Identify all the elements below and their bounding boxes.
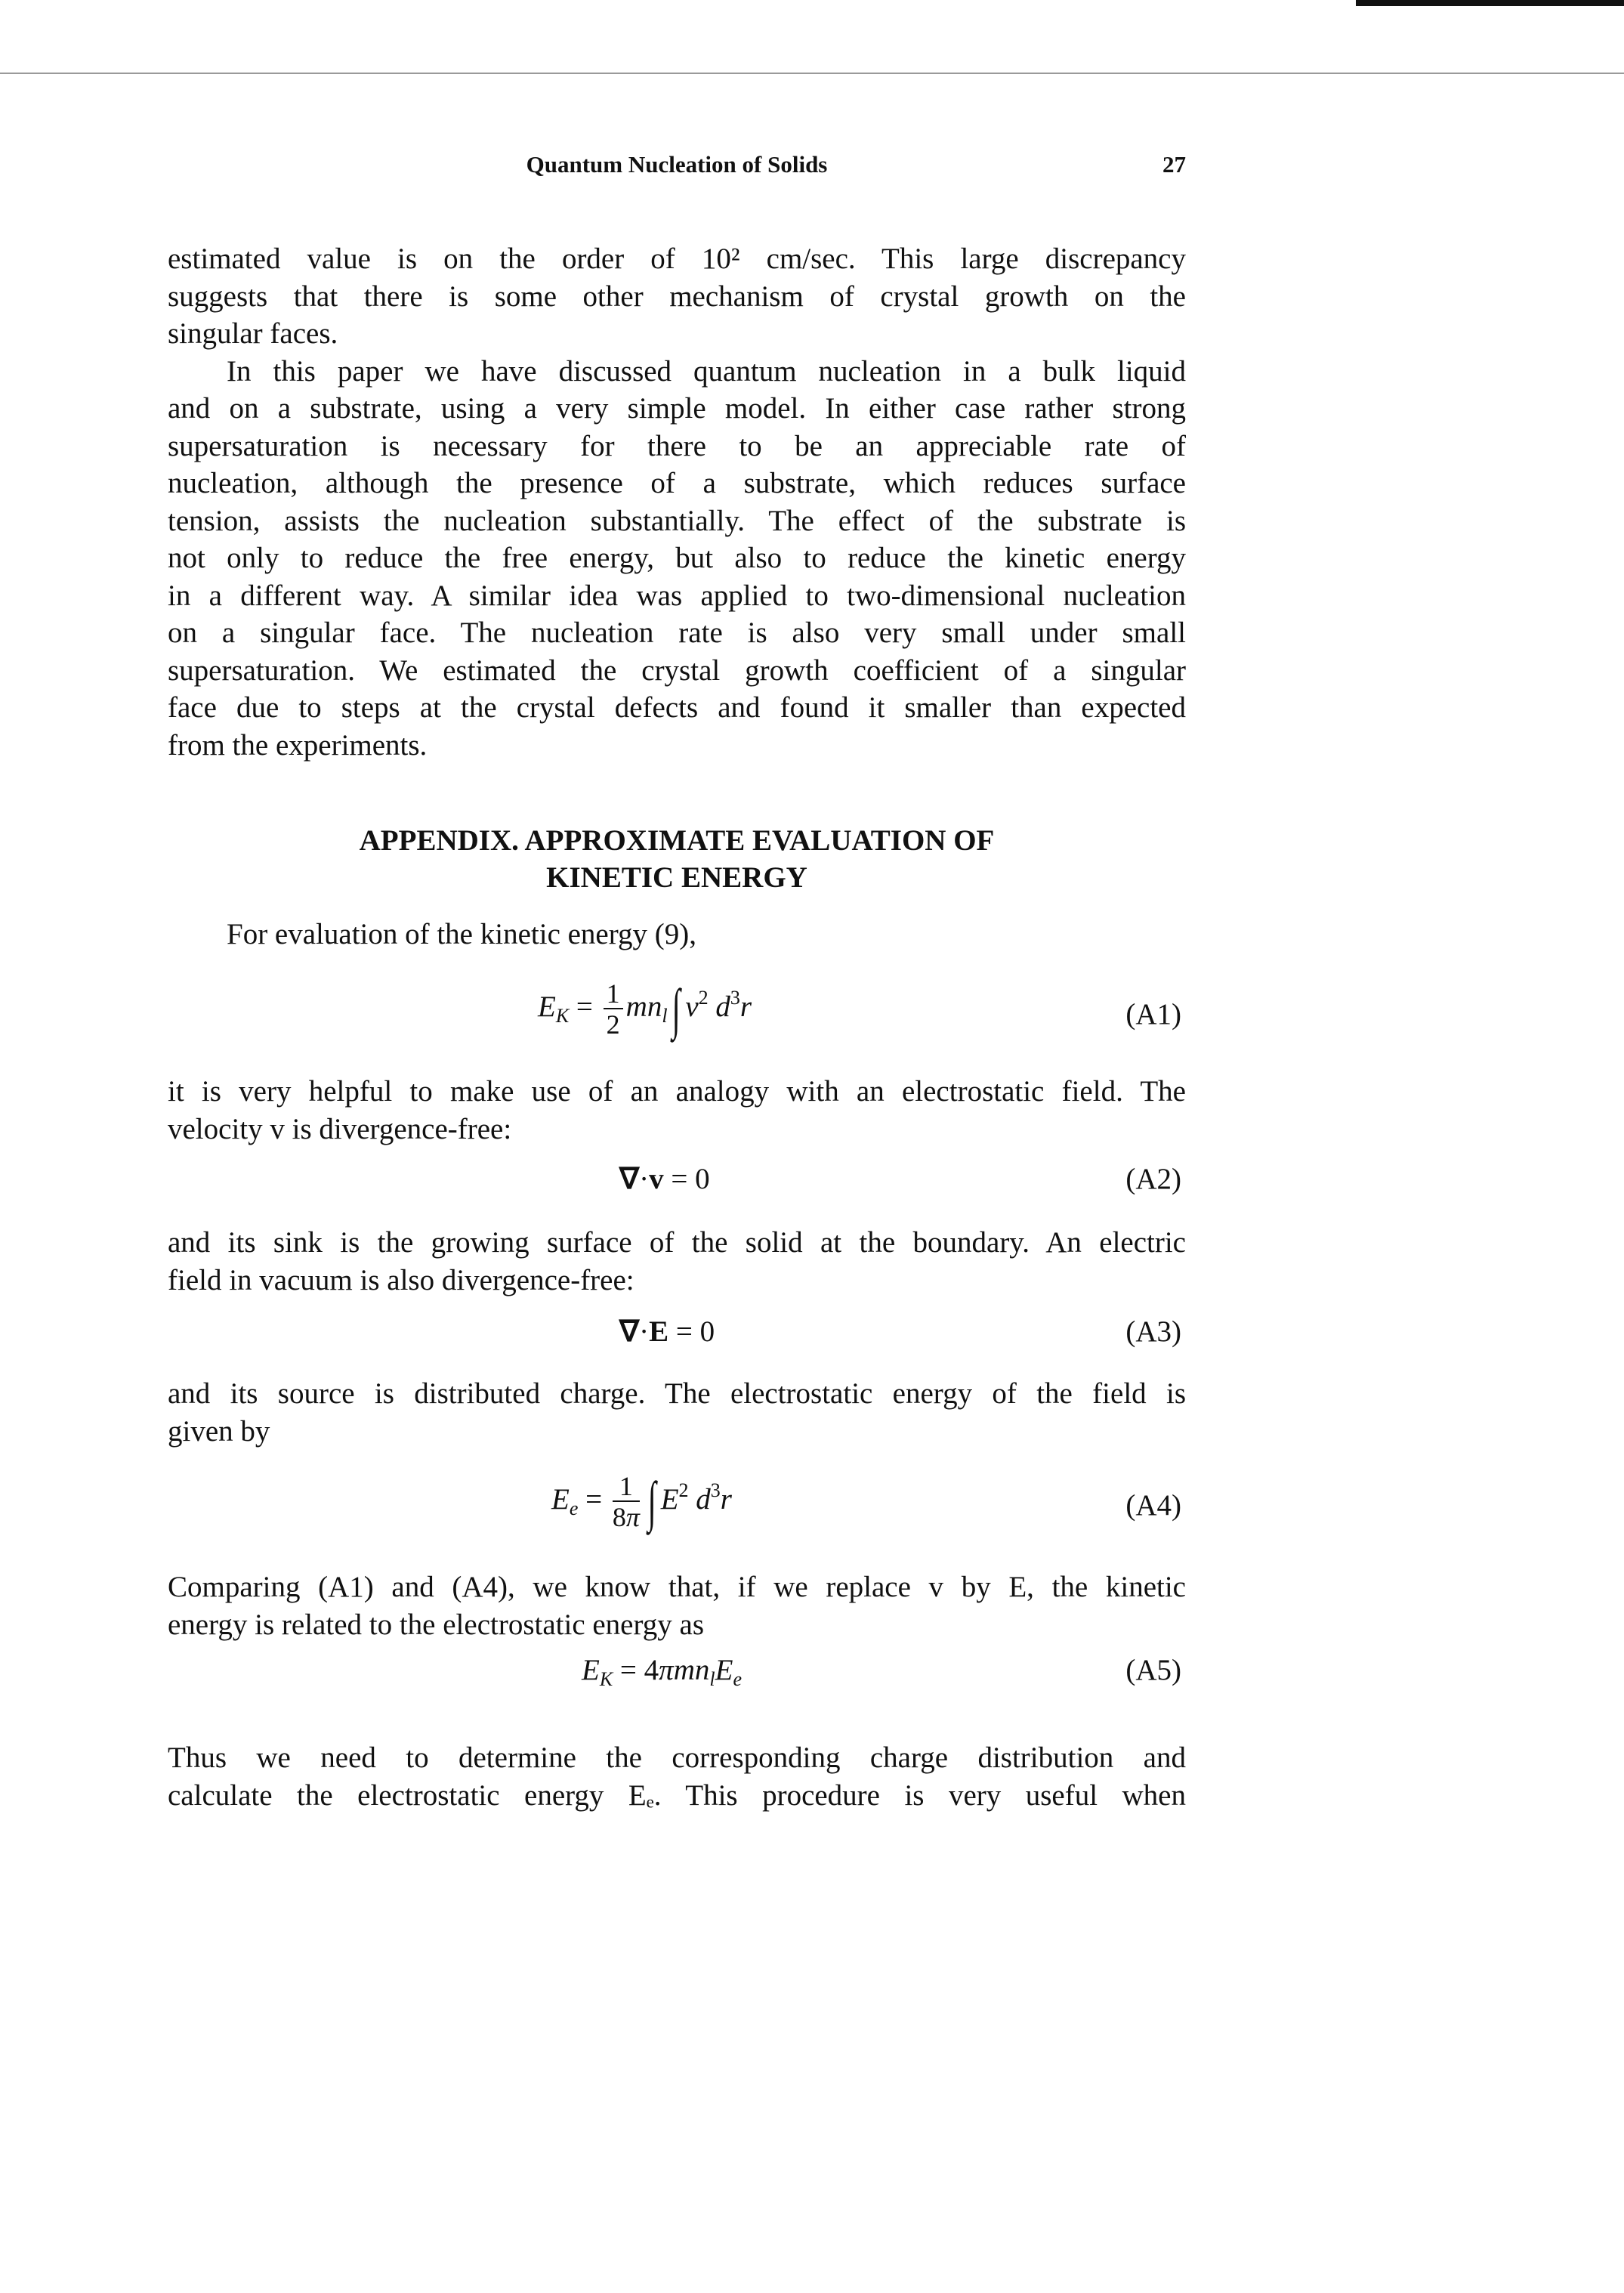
paragraph-5 bbox=[168, 1224, 1186, 1299]
top-rule bbox=[0, 73, 1624, 74]
text-line: Thus we need to determine the corresponding charge distribution and bbox=[168, 1741, 1186, 1774]
equation-label: (A5) bbox=[1125, 1654, 1181, 1686]
text-line: and its source is distributed charge. The electrostatic energy of the field is bbox=[168, 1377, 1186, 1410]
equation-a5-body: $E_K = 4\pi mn_lE_e$ bbox=[582, 1654, 742, 1690]
text-line: energy is related to the electrostatic energy as bbox=[168, 1608, 705, 1641]
text-line: it is very helpful to make use of an analogy with an electrostatic field. The bbox=[168, 1075, 1186, 1108]
text-line: calculate the electrostatic energy Eₑ. This procedure is very useful when bbox=[168, 1778, 1186, 1812]
paragraph-2 bbox=[168, 353, 1186, 765]
equation-a4-body: $E_e$ = $\frac{1}{8\pi}$ ∫ $E^2$ $d^3r$ bbox=[551, 1471, 732, 1533]
equation-a3-body: ∇·E = 0 bbox=[619, 1315, 715, 1348]
text-line: and its sink is the growing surface of the solid at the boundary. An electric bbox=[168, 1226, 1186, 1259]
text-line: field in vacuum is also divergence-free: bbox=[168, 1263, 634, 1296]
text-line: from the experiments. bbox=[168, 728, 428, 762]
equation-a2 bbox=[168, 1162, 1186, 1207]
page-header bbox=[168, 151, 1186, 189]
equation-label: (A3) bbox=[1125, 1315, 1181, 1348]
text-line: on a singular face. The nucleation rate is also very small under small bbox=[168, 617, 1186, 649]
appendix-title-line: APPENDIX. APPROXIMATE EVALUATION OF bbox=[359, 824, 995, 857]
equation-a2-body: ∇·v = 0 bbox=[619, 1163, 710, 1195]
text-line: tension, assists the nucleation substantially. The effect of the substrate is bbox=[168, 504, 1186, 537]
text-line: estimated value is on the order of 10² cm/sec. This large discrepancy bbox=[168, 243, 1186, 275]
text-line: not only to reduce the free energy, but also to reduce the kinetic energy bbox=[168, 542, 1186, 574]
running-title: Quantum Nucleation of Solids bbox=[526, 151, 828, 178]
integral-sign: ∫ bbox=[672, 978, 681, 1040]
text-line: nucleation, although the presence of a substrate, which reduces surface bbox=[168, 467, 1186, 499]
appendix-heading bbox=[168, 822, 1186, 896]
page-number: 27 bbox=[1162, 151, 1186, 178]
paragraph-1 bbox=[168, 240, 1186, 353]
equation-a4 bbox=[168, 1466, 1186, 1549]
equation-label: (A4) bbox=[1125, 1489, 1181, 1522]
text-line: face due to steps at the crystal defects and found it smaller than expected bbox=[168, 691, 1186, 724]
paragraph-8 bbox=[168, 1739, 1186, 1814]
equation-a1-body: $E_K$ = $\frac{1}{2}$ $mn_l$ ∫ $v^2$ $d^3r$ bbox=[538, 978, 752, 1040]
fraction: $\frac{1}{8\pi}$ bbox=[612, 1471, 640, 1532]
conclusion-text bbox=[168, 240, 1186, 764]
appendix-intro bbox=[168, 916, 1186, 953]
text-line: in a different way. A similar idea was applied to two-dimensional nucleation bbox=[168, 579, 1186, 612]
text-line: supersaturation is necessary for there to be an appreciable rate of bbox=[168, 429, 1186, 462]
appendix-title-line: KINETIC ENERGY bbox=[546, 861, 807, 894]
equation-a5 bbox=[168, 1653, 1186, 1698]
paragraph-3: For evaluation of the kinetic energy (9), bbox=[227, 918, 697, 950]
text-line: supersaturation. We estimated the crystal growth coefficient of a singular bbox=[168, 654, 1186, 687]
paragraph-7 bbox=[168, 1568, 1186, 1643]
paragraph-4 bbox=[168, 1073, 1186, 1148]
integral-sign: ∫ bbox=[647, 1471, 656, 1533]
text-line: velocity v is divergence-free: bbox=[168, 1112, 512, 1145]
text-line: and on a substrate, using a very simple model. In either case rather strong bbox=[168, 392, 1186, 425]
equation-a3 bbox=[168, 1315, 1186, 1360]
text-line: Comparing (A1) and (A4), we know that, if we replace v by E, the kinetic bbox=[168, 1571, 1186, 1603]
text-line: singular faces. bbox=[168, 317, 338, 350]
fraction: $\frac{1}{2}$ bbox=[604, 979, 623, 1040]
equation-label: (A2) bbox=[1125, 1163, 1181, 1195]
text-line: suggests that there is some other mechanism of crystal growth on the bbox=[168, 280, 1186, 313]
text-line: In this paper we have discussed quantum nucleation in a bulk liquid bbox=[227, 354, 1186, 388]
corner-mark bbox=[1356, 0, 1624, 6]
paragraph-6 bbox=[168, 1375, 1186, 1450]
text-line: given by bbox=[168, 1414, 270, 1448]
equation-a1 bbox=[168, 975, 1186, 1058]
equation-label: (A1) bbox=[1125, 998, 1181, 1031]
